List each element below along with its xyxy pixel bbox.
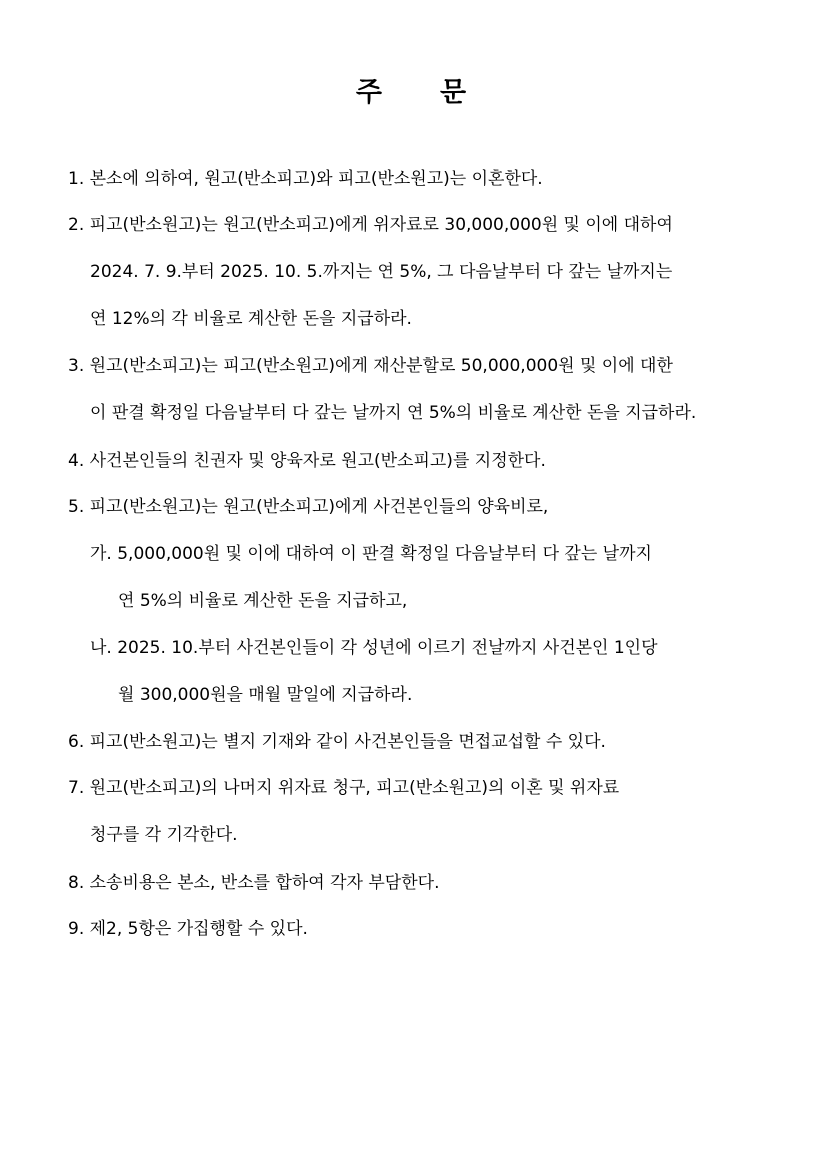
order-item-4: 4. 사건본인들의 친권자 및 양육자로 원고(반소피고)를 지정한다. [68, 451, 546, 471]
title-char-1: 주 [355, 77, 382, 108]
order-item-2: 2. 피고(반소원고)는 원고(반소피고)에게 위자료로 30,000,000원 및 이에 대하여 [68, 215, 673, 235]
order-item-5-sub-a-cont: 연 5%의 비율로 계산한 돈을 지급하고, [118, 591, 408, 611]
order-item-7: 7. 원고(반소피고)의 나머지 위자료 청구, 피고(반소원고)의 이혼 및 위자료 [68, 778, 620, 798]
order-item-3-cont-1: 이 판결 확정일 다음날부터 다 갚는 날까지 연 5%의 비율로 계산한 돈을 지급하라. [90, 403, 697, 423]
order-item-2-cont-2: 연 12%의 각 비율로 계산한 돈을 지급하라. [90, 309, 412, 329]
order-item-5: 5. 피고(반소원고)는 원고(반소피고)에게 사건본인들의 양육비로, [68, 497, 549, 517]
order-item-1: 1. 본소에 의하여, 원고(반소피고)와 피고(반소원고)는 이혼한다. [68, 169, 543, 189]
title-char-2: 문 [440, 77, 467, 108]
order-item-5-sub-b-cont: 월 300,000원을 매월 말일에 지급하라. [118, 685, 413, 705]
document-title [0, 70, 822, 109]
order-item-9: 9. 제2, 5항은 가집행할 수 있다. [68, 919, 308, 939]
order-item-5-sub-b: 나. 2025. 10.부터 사건본인들이 각 성년에 이르기 전날까지 사건본인 1인당 [90, 638, 658, 658]
order-item-5-sub-a: 가. 5,000,000원 및 이에 대하여 이 판결 확정일 다음날부터 다 갚는 날까지 [90, 544, 652, 564]
order-item-2-cont-1: 2024. 7. 9.부터 2025. 10. 5.까지는 연 5%, 그 다음날부터 다 갚는 날까지는 [90, 262, 673, 282]
order-item-8: 8. 소송비용은 본소, 반소를 합하여 각자 부담한다. [68, 873, 440, 893]
order-item-7-cont-1: 청구를 각 기각한다. [90, 825, 238, 845]
order-item-6: 6. 피고(반소원고)는 별지 기재와 같이 사건본인들을 면접교섭할 수 있다. [68, 732, 606, 752]
order-item-3: 3. 원고(반소피고)는 피고(반소원고)에게 재산분할로 50,000,000원 및 이에 대한 [68, 356, 673, 376]
